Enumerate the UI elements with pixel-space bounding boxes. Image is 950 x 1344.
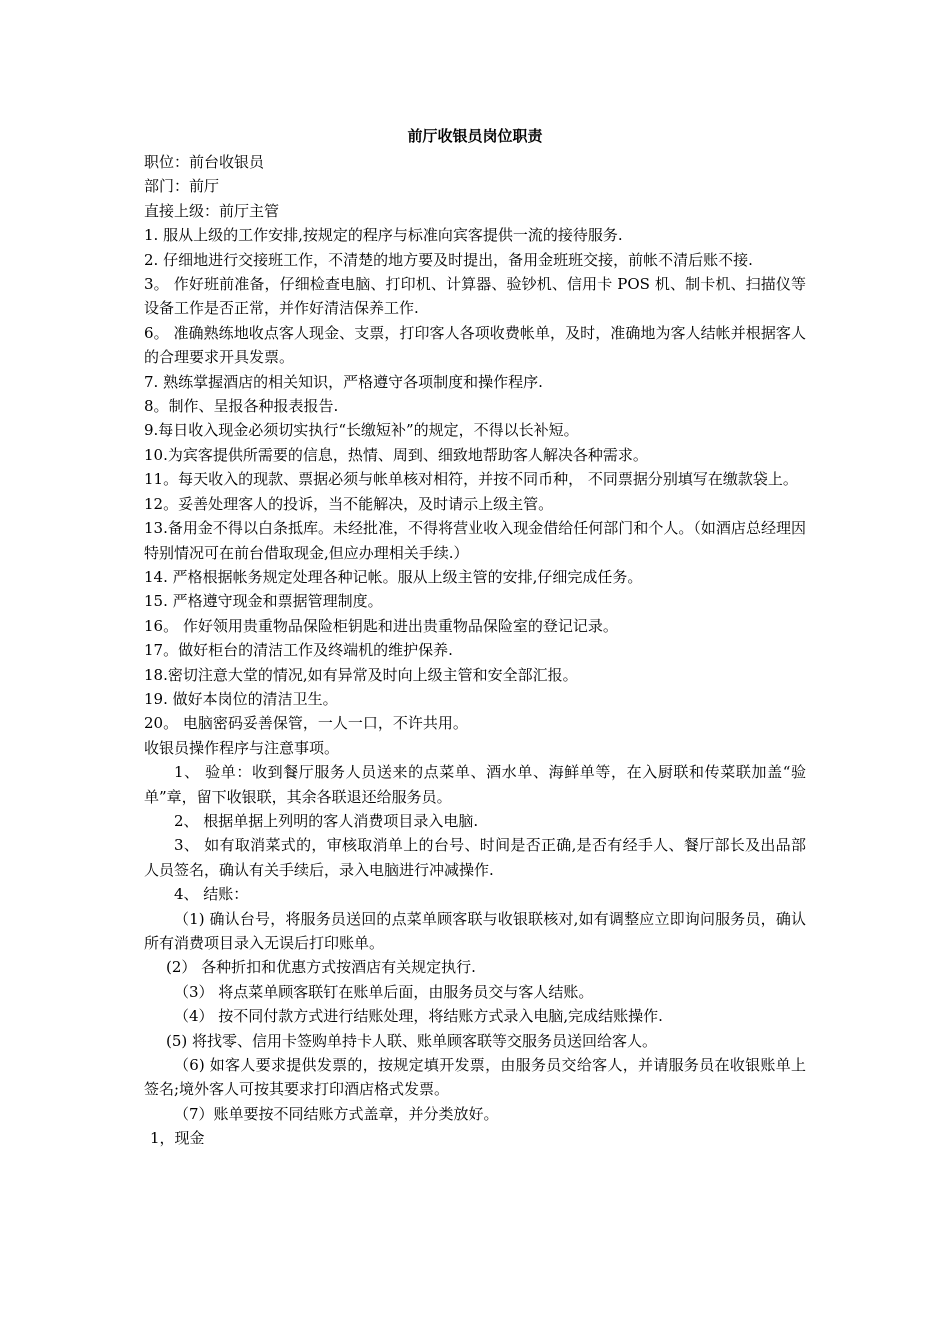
duty-item: 17。做好柜台的清洁工作及终端机的维护保养. [144,641,453,660]
document-title: 前厅收银员岗位职责 [407,127,543,145]
duty-item: 16。 作好领用贵重物品保险柜钥匙和进出贵重物品保险室的登记记录。 [144,616,618,635]
duty-item: 8。制作、呈报各种报表报告. [144,397,339,416]
procedure-step: 4、 结账： [174,885,249,904]
duty-item: 6。 准确熟练地收点客人现金、支票，打印客人各项收费帐单，及时，准确地为客人结帐并根据客人的合理要求开具发票。 [144,323,806,367]
procedure-substep: （3） 将点菜单顾客联钉在账单后面，由服务员交与客人结账。 [174,982,594,1001]
procedure-substep: （4） 按不同付款方式进行结账处理，将结账方式录入电脑,完成结账操作. [174,1007,663,1026]
duty-item: 3。 作好班前准备，仔细检查电脑、打印机、计算器、验钞机、信用卡 POS 机、制卡机、扫描仪等设备工作是否正常，并作好清洁保养工作. [144,275,806,318]
duty-item: 15. 严格遵守现金和票据管理制度。 [144,592,383,611]
procedure-step: 3、 如有取消菜式的，审核取消单上的台号、时间是否正确,是否有经手人、餐厅部长及出品部人员签名，确认有关手续后，录入电脑进行冲减操作. [144,836,806,879]
duty-item: 19. 做好本岗位的清洁卫生。 [144,689,338,708]
duty-item: 10.为宾客提供所需要的信息，热情、周到、细致地帮助客人解决各种需求。 [144,445,648,464]
procedure-substep: (5) 将找零、信用卡签购单持卡人联、账单顾客联等交服务员送回给客人。 [166,1031,658,1050]
duty-item: 13.备用金不得以白条抵库。未经批准，不得将营业收入现金借给任何部门和个人。（如酒店总经理因特别情况可在前台借取现金,但应办理相关手续.） [144,519,806,562]
procedure-substep: （1) 确认台号，将服务员送回的点菜单顾客联与收银联核对,如有调整应立即询问服务员，确认所有消费项目录入无误后打印账单。 [144,909,806,952]
duty-item: 18.密切注意大堂的情况,如有异常及时向上级主管和安全部汇报。 [144,665,578,684]
duty-item: 14. 严格根据帐务规定处理各种记帐。服从上级主管的安排,仔细完成任务。 [144,567,643,586]
duty-item: 1. 服从上级的工作安排,按规定的程序与标准向宾客提供一流的接待服务. [144,226,623,245]
duty-item: 20。 电脑密码妥善保管，一人一口，不许共用。 [144,714,468,733]
duty-item: 11。每天收入的现款、票据必须与帐单核对相符，并按不同币种， 不同票据分别填写在缴款袋上。 [144,470,798,489]
supervisor-line: 直接上级：前厅主管 [144,201,280,220]
document-page [144,124,806,1151]
procedure-substep: (2） 各种折扣和优惠方式按酒店有关规定执行. [166,958,476,977]
duty-item: 7. 熟练掌握酒店的相关知识，严格遵守各项制度和操作程序. [144,372,543,391]
procedure-substep: （6) 如客人要求提供发票的，按规定填开发票，由服务员交给客人，并请服务员在收银账单上签名;境外客人可按其要求打印酒店格式发票。 [144,1056,806,1099]
duty-item: 9.每日收入现金必须切实执行“长缴短补”的规定，不得以长补短。 [144,421,579,440]
procedure-heading: 收银员操作程序与注意事项。 [144,738,340,757]
department-line: 部门：前厅 [144,177,220,196]
procedure-step: 2、 根据单据上列明的客人消费项目录入电脑. [174,811,479,830]
duty-item: 12。妥善处理客人的投诉，当不能解决，及时请示上级主管。 [144,494,554,513]
cash-subheading: 1，现金 [150,1129,205,1148]
position-line: 职位：前台收银员 [144,153,265,171]
duty-item: 2. 仔细地进行交接班工作，不清楚的地方要及时提出，备用金班班交接，前帐不清后账不接. [144,250,753,269]
procedure-substep: （7）账单要按不同结账方式盖章，并分类放好。 [174,1104,499,1123]
procedure-step: 1、 验单：收到餐厅服务人员送来的点菜单、酒水单、海鲜单等，在入厨联和传菜联加盖“验单”章，留下收银联，其余各联退还给服务员。 [144,763,806,806]
